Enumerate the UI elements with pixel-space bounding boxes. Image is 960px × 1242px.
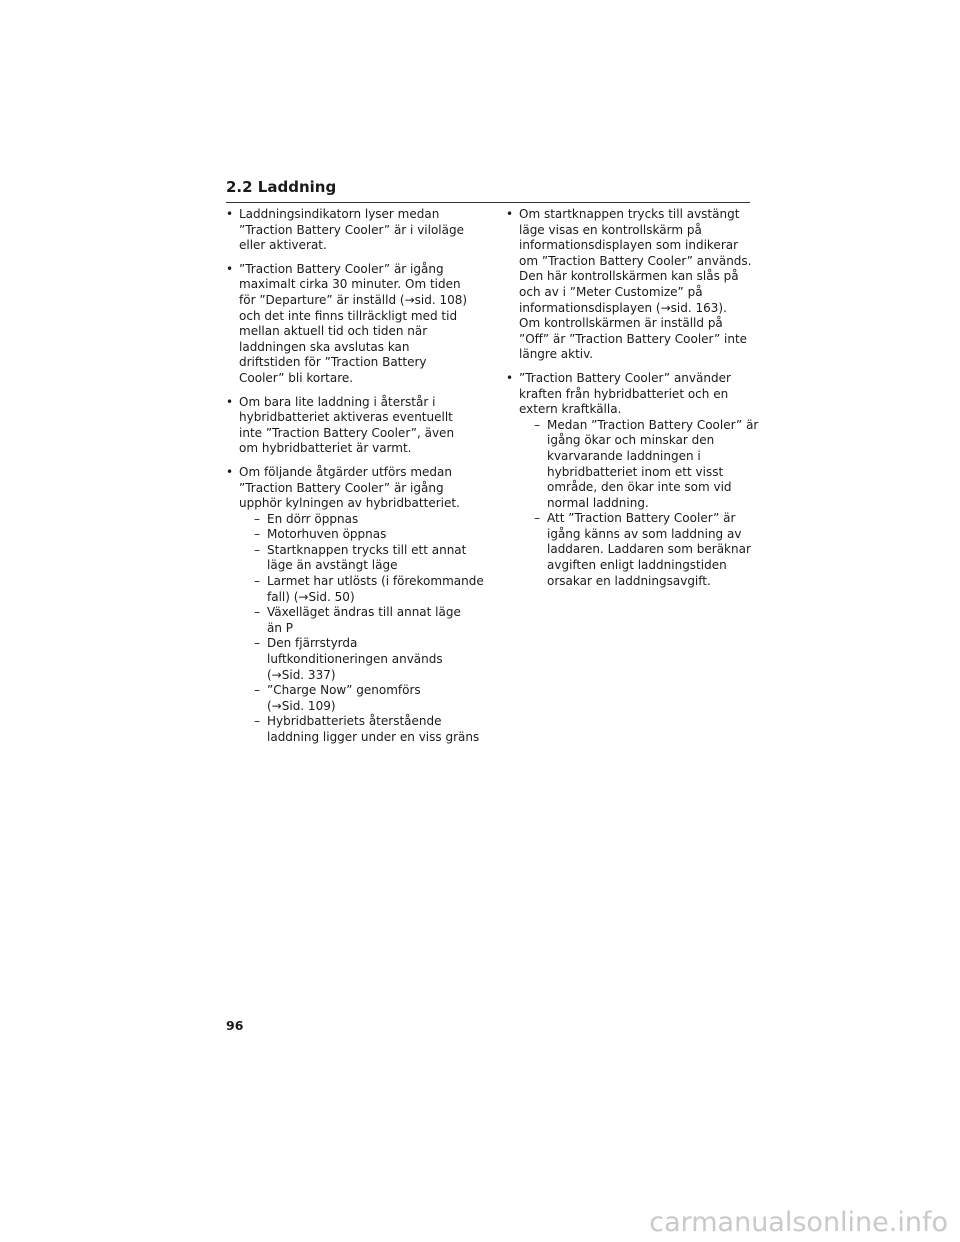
dash-marker: – bbox=[254, 683, 260, 698]
sub-item-text-line: igång ökar och minskar den bbox=[547, 433, 715, 448]
sub-item-text-line: orsakar en laddningsavgift. bbox=[547, 573, 711, 588]
bullet-text-line: maximalt cirka 30 minuter. Om tiden bbox=[239, 277, 461, 292]
bullet-text-line: ”Off” är ”Traction Battery Cooler” inte bbox=[519, 331, 748, 346]
bullet-text-line: informationsdisplayen som indikerar bbox=[519, 238, 739, 253]
sub-item-text-line: laddning ligger under en viss gräns bbox=[267, 730, 480, 744]
bullet-text-line: kraften från hybridbatteriet och en bbox=[519, 386, 729, 401]
bullet-text-line: och det inte finns tillräckligt med tid bbox=[239, 308, 458, 323]
sub-item-text-line: läge än avstängt läge bbox=[267, 558, 398, 573]
sub-item-text-line: Hybridbatteriets återstående bbox=[267, 714, 442, 729]
bullet-text-line: ”Traction Battery Cooler” är igång bbox=[239, 480, 444, 495]
section-header bbox=[226, 176, 750, 203]
sub-item bbox=[239, 714, 482, 745]
sub-item-text-line: hybridbatteriet inom ett visst bbox=[547, 464, 724, 479]
bullet-text-line: inte ”Traction Battery Cooler”, även bbox=[239, 425, 455, 440]
sub-item-text-line: område, den ökar inte som vid bbox=[547, 480, 732, 495]
sub-item bbox=[239, 605, 482, 636]
bullet-text-line: om hybridbatteriet är varmt. bbox=[239, 441, 412, 456]
bullet-text-line: ”Traction Battery Cooler” är igång bbox=[239, 261, 444, 276]
bullet-text-line: hybridbatteriet aktiveras eventuellt bbox=[239, 410, 453, 425]
bullet-item bbox=[226, 465, 482, 746]
dash-marker: – bbox=[534, 417, 540, 432]
sub-item bbox=[239, 574, 482, 605]
sub-item-text-line: ”Charge Now” genomförs bbox=[267, 683, 421, 698]
bullet-marker: • bbox=[226, 464, 234, 479]
bullet-item bbox=[506, 371, 758, 589]
watermark: carmanualsonline.info bbox=[649, 1207, 948, 1238]
bullet-text-line: laddningen ska avslutas kan bbox=[239, 339, 410, 354]
bullet-text-line: om ”Traction Battery Cooler” används. bbox=[519, 253, 752, 268]
bullet-item bbox=[226, 207, 482, 254]
bullet-text-line: längre aktiv. bbox=[519, 347, 594, 362]
bullet-text-line: och av i ”Meter Customize” på bbox=[519, 284, 703, 299]
bullet-item bbox=[506, 207, 758, 363]
bullet-text-line: Om följande åtgärder utförs medan bbox=[239, 464, 452, 479]
bullet-text-line: informationsdisplayen (→sid. 163). bbox=[519, 300, 727, 315]
sub-item bbox=[239, 683, 482, 714]
bullet-text-line: mellan aktuell tid och tiden när bbox=[239, 324, 428, 339]
dash-marker: – bbox=[254, 714, 260, 729]
dash-marker: – bbox=[254, 636, 260, 651]
left-column bbox=[226, 207, 482, 754]
bullet-text-line: Den här kontrollskärmen kan slås på bbox=[519, 269, 739, 284]
bullet-marker: • bbox=[506, 370, 514, 385]
bullet-text-line: för ”Departure” är inställd (→sid. 108) bbox=[239, 292, 468, 307]
sub-item-text-line: fall) (→Sid. 50) bbox=[267, 589, 355, 604]
bullet-marker: • bbox=[506, 207, 514, 221]
sub-item-text-line: igång känns av som laddning av bbox=[547, 526, 742, 541]
dash-marker: – bbox=[254, 527, 260, 542]
right-column bbox=[506, 207, 758, 597]
sub-item-text-line: kvarvarande laddningen i bbox=[547, 448, 701, 463]
sub-item-text-line: Startknappen trycks till ett annat bbox=[267, 542, 467, 557]
bullet-marker: • bbox=[226, 394, 234, 409]
dash-marker: – bbox=[254, 542, 260, 557]
bullet-text-line: upphör kylningen av hybridbatteriet. bbox=[239, 496, 460, 511]
bullet-text-line: eller aktiverat. bbox=[239, 238, 327, 253]
bullet-text-line: driftstiden för ”Traction Battery bbox=[239, 355, 427, 370]
sub-item-text-line: Larmet har utlösts (i förekommande bbox=[267, 574, 484, 589]
sub-item bbox=[519, 511, 758, 589]
bullet-text-line: extern kraftkälla. bbox=[519, 402, 622, 417]
bullet-marker: • bbox=[226, 207, 234, 221]
dash-marker: – bbox=[254, 574, 260, 589]
sub-item-text-line: En dörr öppnas bbox=[267, 511, 359, 526]
bullet-text-line: Om kontrollskärmen är inställd på bbox=[519, 316, 723, 331]
bullet-text-line: läge visas en kontrollskärm på bbox=[519, 222, 702, 237]
sub-item bbox=[239, 543, 482, 574]
page-number: 96 bbox=[226, 1018, 244, 1033]
dash-marker: – bbox=[254, 605, 260, 620]
bullet-item bbox=[226, 395, 482, 457]
bullet-text-line: Om startknappen trycks till avstängt bbox=[519, 207, 740, 221]
bullet-text-line: ”Traction Battery Cooler” är i viloläge bbox=[239, 222, 464, 237]
bullet-text-line: Cooler” bli kortare. bbox=[239, 370, 354, 385]
sub-item-text-line: Den fjärrstyrda bbox=[267, 636, 358, 651]
sub-item-text-line: Att ”Traction Battery Cooler” är bbox=[547, 511, 736, 526]
sub-item-text-line: Motorhuven öppnas bbox=[267, 527, 387, 542]
sub-item bbox=[239, 512, 482, 528]
sub-item-text-line: Växelläget ändras till annat läge bbox=[267, 605, 461, 620]
bullet-text-line: ”Traction Battery Cooler” använder bbox=[519, 370, 731, 385]
section-title: 2.2 Laddning bbox=[226, 178, 337, 196]
bullet-text-line: Laddningsindikatorn lyser medan bbox=[239, 207, 440, 221]
dash-marker: – bbox=[254, 511, 260, 526]
sub-item-text-line: än P bbox=[267, 620, 294, 635]
sub-item-text-line: avgiften enligt laddningstiden bbox=[547, 558, 727, 573]
bullet-text-line: Om bara lite laddning i återstår i bbox=[239, 394, 436, 409]
sub-item bbox=[239, 636, 482, 683]
dash-marker: – bbox=[534, 511, 540, 526]
sub-item-text-line: normal laddning. bbox=[547, 495, 649, 510]
bullet-item bbox=[226, 262, 482, 387]
sub-item-text-line: Medan ”Traction Battery Cooler” är bbox=[547, 417, 759, 432]
sub-item bbox=[519, 418, 758, 512]
sub-item-text-line: luftkonditioneringen används bbox=[267, 652, 443, 667]
sub-item-text-line: (→Sid. 109) bbox=[267, 698, 336, 713]
sub-item-text-line: laddaren. Laddaren som beräknar bbox=[547, 542, 751, 557]
sub-item bbox=[239, 527, 482, 543]
sub-item-text-line: (→Sid. 337) bbox=[267, 667, 336, 682]
bullet-marker: • bbox=[226, 261, 234, 276]
